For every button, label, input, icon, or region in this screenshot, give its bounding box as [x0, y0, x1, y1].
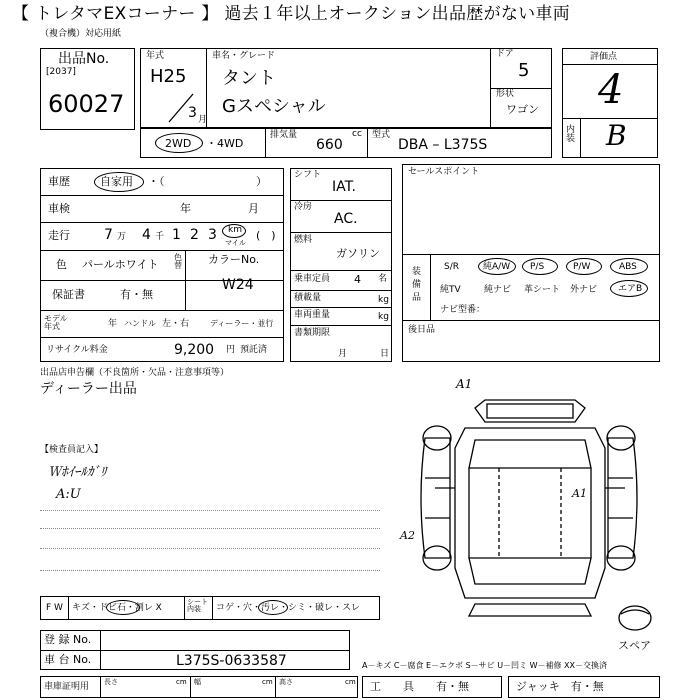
man-unit: 万	[117, 232, 127, 242]
month-unit: 月	[198, 115, 208, 125]
color-no-label: カラーNo.	[208, 253, 260, 266]
equip-sr: S/R	[444, 262, 459, 272]
color-change: 色替	[174, 253, 182, 270]
mileage-label: 走行	[48, 229, 70, 242]
capacity-unit: 名	[378, 274, 388, 284]
doc-day: 日	[380, 349, 390, 359]
mileage-paren: ( )	[256, 229, 276, 242]
mileage-sen: 4	[142, 227, 151, 243]
registration-label: 登 録 No.	[44, 633, 92, 646]
listing-stamp: [2037]	[46, 67, 76, 77]
doc-label: 書類期限	[294, 328, 331, 338]
garage-cert-label: 車庫証明用	[44, 682, 90, 692]
after-label: 後日品	[408, 325, 436, 335]
cc-unit: cc	[352, 129, 362, 139]
equip-label: 装備品	[412, 267, 422, 303]
score-value: 4	[598, 67, 624, 113]
interior-label: 内装	[566, 125, 576, 144]
interior-value: B	[606, 119, 627, 152]
handle-label: ハンドル	[124, 319, 156, 328]
month-value: 3	[188, 105, 197, 121]
notes-label: 出品店申告欄（不良箇所・欠品・注意事項等）	[40, 368, 230, 378]
shape-value: ワゴン	[506, 103, 539, 116]
ac-label: 冷房	[294, 202, 313, 212]
cert-width: 幅	[194, 678, 201, 686]
handle-value: 左・右	[162, 319, 190, 329]
model-year-unit: 年	[108, 319, 118, 329]
doc-month: 月	[338, 349, 348, 359]
shaken-month: 月	[248, 202, 259, 215]
name-label: 車名・グレード	[212, 51, 276, 61]
equip-leather: 革シート	[524, 285, 561, 295]
top-note: （複合機）対応用紙	[40, 29, 122, 39]
score-label: 評価点	[590, 52, 618, 62]
equip-navi: 純ナビ	[484, 285, 512, 295]
equip-aw: 純A/W	[483, 262, 511, 272]
model-year-label: モデル年式	[44, 314, 68, 331]
legend-codes: A－キズ C－腐食 E－エクボ S－サビ U－凹ミ W－補修 XX－交換済	[362, 661, 608, 670]
equip-extnavi: 外ナビ	[570, 285, 598, 295]
load-unit: kg	[378, 295, 389, 305]
chassis-number: L375S-0633587	[176, 653, 287, 669]
damage-a2: A2	[400, 529, 415, 542]
mileage-d3: 3	[208, 227, 217, 243]
legend-exterior: キズ・ドビ石・割レ X	[72, 603, 162, 613]
type-value: DBA – L375S	[398, 137, 488, 153]
cert-length: 長さ	[104, 678, 118, 686]
color-no-value: W24	[222, 277, 254, 293]
rireki-rest: ・（	[148, 175, 165, 188]
door-value: 5	[518, 60, 530, 81]
ac-value: AC．	[334, 211, 368, 227]
drive-4wd: ・4WD	[206, 137, 244, 150]
recycle-value: 9,200	[174, 342, 215, 358]
km-unit: km	[228, 225, 242, 235]
banner-title: 【 トレタマEXコーナー 】 過去１年以上オークション出品歴がない車両	[12, 4, 571, 24]
color-value: パールホワイト	[82, 258, 159, 271]
cert-width-unit: cm	[262, 678, 273, 686]
mileage-d2: 2	[190, 227, 199, 243]
rireki-label: 車歴	[48, 175, 70, 188]
shaken-label: 車検	[48, 202, 70, 215]
equip-pw: P/W	[573, 262, 591, 272]
equip-abs: ABS	[619, 262, 637, 272]
year-label: 年式	[146, 51, 165, 61]
capacity-label: 乗車定員	[294, 274, 331, 284]
displacement-value: 660	[316, 137, 343, 153]
damage-a1-top: A1	[456, 377, 473, 391]
shaken-year: 年	[180, 202, 191, 215]
seat-label: シート内装	[187, 598, 208, 613]
rireki-close: ）	[256, 175, 267, 188]
year-value: H25	[150, 66, 187, 87]
drive-2wd: 2WD	[165, 137, 192, 150]
legend-interior: コゲ・穴・汚レ・シミ・破レ・スレ	[216, 603, 361, 613]
weight-unit: kg	[378, 312, 389, 322]
fuel-label: 燃料	[294, 235, 313, 245]
dealer-import: ディーラー・並行	[210, 319, 274, 328]
warranty-value: 有・無	[120, 288, 153, 301]
listing-label: 出品No.	[58, 51, 110, 67]
fuel-value: ガソリン	[336, 247, 380, 260]
weight-label: 車両重量	[294, 310, 331, 320]
load-label: 積載量	[294, 293, 322, 303]
listing-number: 60027	[48, 90, 125, 118]
shift-label: シフト	[294, 170, 322, 180]
recycle-note: 預託済	[240, 345, 268, 355]
shift-value: IAT.	[332, 179, 356, 195]
model-name: タント	[222, 68, 276, 89]
car-damage-diagram	[395, 378, 663, 638]
type-label: 型式	[372, 130, 391, 140]
mileage-d1: 1	[172, 227, 181, 243]
jack-value: ジャッキ 有・無	[516, 680, 604, 693]
mile-unit: マイル	[225, 239, 246, 247]
sales-label: セールスポイント	[408, 167, 480, 177]
inspector-label: 【検査員記入】	[40, 445, 104, 455]
grade-name: Gスペシャル	[222, 96, 326, 117]
cert-length-unit: cm	[176, 678, 187, 686]
recycle-label: リサイクル料金	[46, 345, 108, 355]
spare-label: スペア	[618, 639, 651, 652]
cert-height: 高さ	[279, 678, 293, 686]
warranty-label: 保証書	[52, 288, 85, 301]
door-label: ドア	[496, 49, 514, 59]
damage-a1-side: A1	[572, 487, 587, 500]
inspector-note-2: A:U	[56, 487, 81, 502]
displacement-label: 排気量	[270, 130, 298, 140]
mileage-man: 7	[104, 227, 113, 243]
shape-label: 形状	[496, 89, 515, 99]
equip-ps: P/S	[530, 262, 545, 272]
cert-height-unit: cm	[345, 678, 356, 686]
sen-unit: 千	[155, 232, 165, 242]
chassis-label: 車 台 No.	[44, 653, 92, 666]
navi-model: ナビ型番：	[440, 305, 486, 315]
capacity-value: 4	[354, 273, 361, 286]
tools-value: 工 具 有・無	[370, 680, 469, 693]
equip-tv: 純TV	[440, 285, 461, 295]
recycle-unit: 円	[226, 345, 236, 355]
inspector-note-1: Ｗﾎｲｰﾙｶﾞﾘ	[48, 465, 107, 480]
equip-airbag: エアB	[618, 284, 643, 294]
dealer-listing: ディーラー出品	[40, 381, 137, 397]
rireki-value: 自家用	[100, 175, 133, 188]
color-label: 色	[56, 258, 67, 271]
fw-label: F W	[46, 603, 63, 613]
